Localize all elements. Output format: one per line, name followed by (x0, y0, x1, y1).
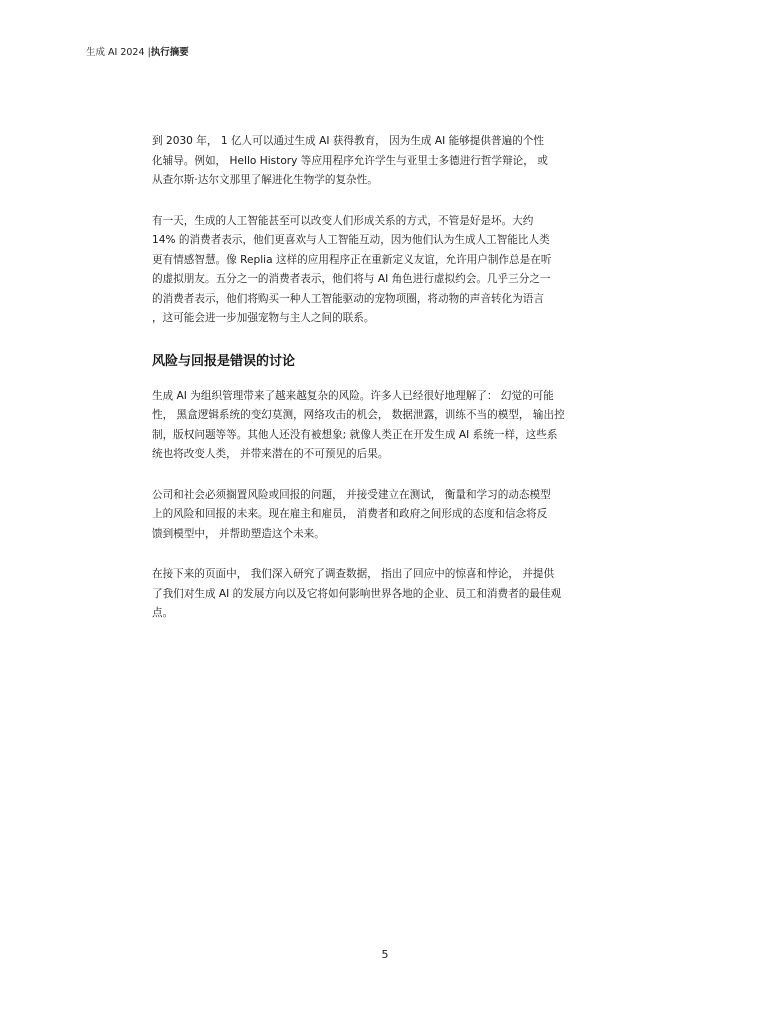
paragraph-education (152, 132, 620, 191)
text-line: ，这可能会进一步加强宠物与主人之间的联系。 (152, 312, 375, 324)
paragraph-dynamic-model (152, 486, 620, 545)
text-line: 到 2030 年， 1 亿人可以通过生成 AI 获得教育， 因为生成 AI 能够提供普遍的个性 (152, 135, 544, 147)
text-line: 上的风险和回报的未来。现在雇主和雇员， 消费者和政府之间形成的态度和信念将反 (152, 508, 548, 520)
header-separator: | (147, 47, 151, 58)
header-title: 生成 AI 2024 (86, 47, 145, 58)
page-number: 5 (381, 948, 389, 961)
text-line: 的消费者表示，他们将购买一种人工智能驱动的宠物项圈，将动物的声音转化为语言 (152, 292, 544, 305)
text-line: 更有情感智慧。像 Replia 这样的应用程序正在重新定义友谊，允许用户制作总是在听 (152, 253, 552, 266)
paragraph-risks (152, 387, 620, 465)
document-body (152, 132, 620, 645)
text-line: 生成 AI 为组织管理带来了越来越复杂的风险。许多人已经很好地理解了： 幻觉的可能 (152, 389, 554, 402)
text-line: 公司和社会必须搁置风险或回报的问题， 并接受建立在测试， 衡量和学习的动态模型 (152, 488, 551, 501)
section-heading: 风险与回报是错误的讨论 (152, 353, 296, 369)
header-section: 执行摘要 (150, 47, 189, 58)
text-line: 性， 黑盒逻辑系统的变幻莫测，网络攻击的机会， 数据泄露，训练不当的模型， 输出控 (152, 409, 565, 421)
text-line: 统也将改变人类， 并带来潜在的不可预见的后果。 (152, 448, 389, 460)
text-line: 了我们对生成 AI 的发展方向以及它将如何影响世界各地的企业、员工和消费者的最佳观 (152, 587, 562, 600)
text-line: 馈到模型中， 并帮助塑造这个未来。 (152, 527, 325, 540)
paragraph-outlook (152, 565, 620, 624)
text-line: 制，版权问题等等。其他人还没有被想象; 就像人类正在开发生成 AI 系统一样，这些系 (152, 428, 558, 441)
text-line: 14% 的消费者表示，他们更喜欢与人工智能互动，因为他们认为生成人工智能比人类 (152, 234, 550, 246)
text-line: 在接下来的页面中， 我们深入研究了调查数据， 指出了回应中的惊喜和悖论， 并提供 (152, 568, 555, 580)
text-line: 点。 (152, 607, 174, 619)
text-line: 从查尔斯·达尔文那里了解进化生物学的复杂性。 (152, 174, 378, 186)
text-line: 化辅导。例如， Hello History 等应用程序允许学生与亚里士多德进行哲学辩论， 或 (152, 154, 548, 167)
running-header (86, 44, 189, 58)
text-line: 的虚拟朋友。五分之一的消费者表示，他们将与 AI 角色进行虚拟约会。几乎三分之一 (152, 273, 551, 285)
text-line: 有一天，生成的人工智能甚至可以改变人们形成关系的方式，不管是好是坏。大约 (152, 214, 534, 227)
paragraph-relationships (152, 212, 620, 329)
